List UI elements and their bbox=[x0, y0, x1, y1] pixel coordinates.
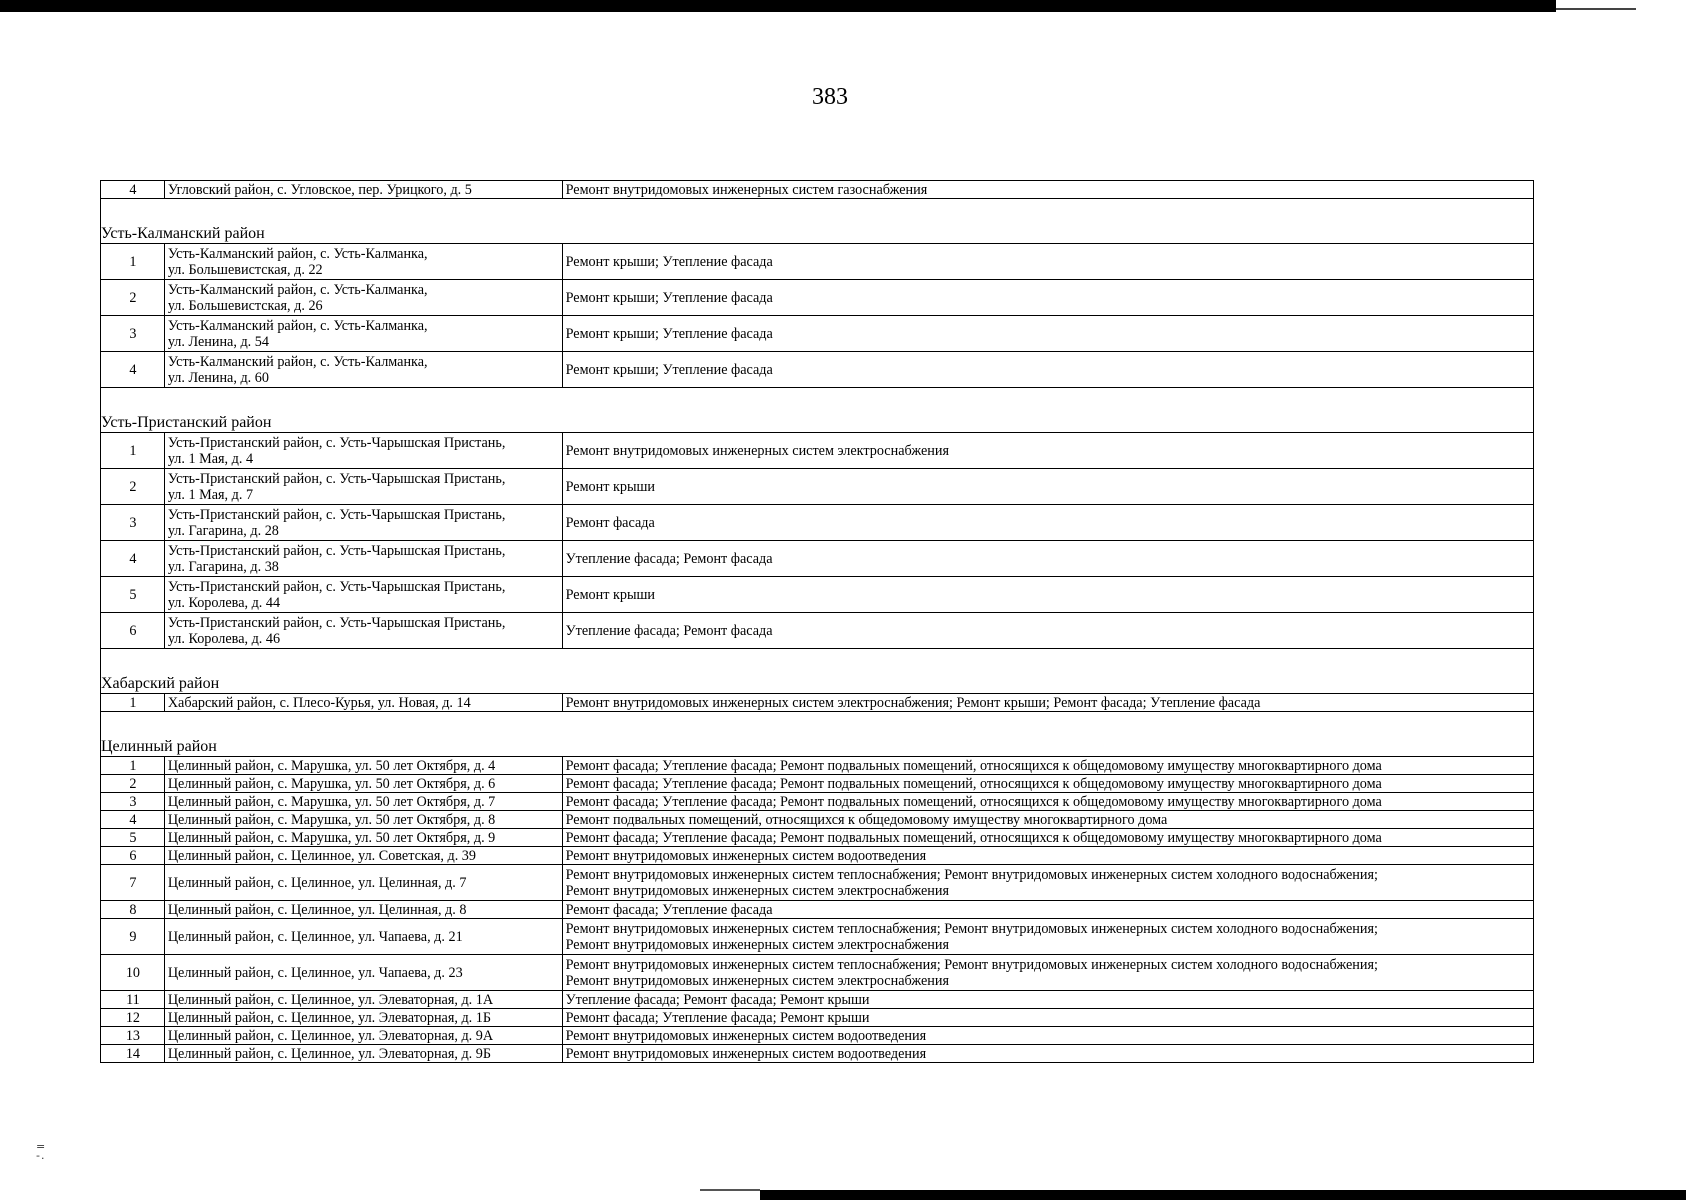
address-cell bbox=[164, 775, 562, 793]
address-cell bbox=[164, 901, 562, 919]
works-cell bbox=[562, 775, 1533, 793]
works-table-body bbox=[101, 181, 1534, 1063]
section-header-row bbox=[101, 199, 1534, 244]
works-line: Утепление фасада; Ремонт фасада bbox=[565, 550, 773, 567]
table-row bbox=[101, 847, 1534, 865]
works-line: Ремонт подвальных помещений, относящихся к общедомовому имуществу многоквартирного дома bbox=[565, 811, 1168, 828]
address-line: ул. Королева, д. 44 bbox=[167, 594, 281, 611]
address-line: ул. Ленина, д. 60 bbox=[167, 369, 269, 386]
works-line: Утепление фасада; Ремонт фасада; Ремонт крыши bbox=[565, 991, 870, 1008]
row-number: 4 bbox=[101, 541, 165, 577]
works-cell bbox=[562, 469, 1533, 505]
works-cell bbox=[562, 1045, 1533, 1063]
address-line: Усть-Пристанский район, с. Усть-Чарышская Пристань, bbox=[167, 506, 506, 523]
row-number: 11 bbox=[101, 991, 165, 1009]
table-row bbox=[101, 793, 1534, 811]
address-line: Усть-Калманский район, с. Усть-Калманка, bbox=[167, 281, 428, 298]
table-row bbox=[101, 1045, 1534, 1063]
table-row bbox=[101, 919, 1534, 955]
address-line: Целинный район, с. Целинное, ул. Целинная, д. 7 bbox=[167, 874, 467, 891]
table-row bbox=[101, 991, 1534, 1009]
works-line: Ремонт внутридомовых инженерных систем теплоснабжения; Ремонт внутридомовых инженерных систем холодного водоснабжения; bbox=[565, 920, 1378, 937]
address-cell bbox=[164, 352, 562, 388]
address-line: Целинный район, с. Целинное, ул. Целинная, д. 8 bbox=[167, 901, 467, 918]
address-line: Целинный район, с. Целинное, ул. Элеваторная, д. 9Б bbox=[167, 1045, 491, 1062]
address-cell bbox=[164, 1045, 562, 1063]
address-line: Усть-Пристанский район, с. Усть-Чарышская Пристань, bbox=[167, 542, 506, 559]
address-line: ул. Гагарина, д. 28 bbox=[167, 522, 279, 539]
address-line: Усть-Калманский район, с. Усть-Калманка, bbox=[167, 317, 428, 334]
works-line: Ремонт внутридомовых инженерных систем электроснабжения bbox=[565, 936, 949, 953]
address-line: ул. Ленина, д. 54 bbox=[167, 333, 269, 350]
works-cell bbox=[562, 1009, 1533, 1027]
address-line: Целинный район, с. Марушка, ул. 50 лет Октября, д. 4 bbox=[167, 757, 496, 774]
scan-edge-top bbox=[0, 0, 1556, 12]
works-line: Ремонт фасада; Утепление фасада; Ремонт подвальных помещений, относящихся к общедомовому имуществу многоквартирного дома bbox=[565, 829, 1382, 846]
address-line: Усть-Пристанский район, с. Усть-Чарышская Пристань, bbox=[167, 470, 506, 487]
section-title: Усть-Калманский район bbox=[101, 199, 1534, 244]
scan-specks: = -. bbox=[36, 1140, 47, 1162]
row-number: 4 bbox=[101, 352, 165, 388]
works-cell bbox=[562, 991, 1533, 1009]
table-row bbox=[101, 1027, 1534, 1045]
works-cell bbox=[562, 613, 1533, 649]
address-line: Усть-Пристанский район, с. Усть-Чарышская Пристань, bbox=[167, 614, 506, 631]
address-line: Угловский район, с. Угловское, пер. Урицкого, д. 5 bbox=[167, 181, 472, 198]
table-row bbox=[101, 181, 1534, 199]
row-number: 1 bbox=[101, 244, 165, 280]
table-row bbox=[101, 901, 1534, 919]
row-number: 7 bbox=[101, 865, 165, 901]
row-number: 2 bbox=[101, 280, 165, 316]
row-number: 6 bbox=[101, 613, 165, 649]
works-line: Ремонт крыши; Утепление фасада bbox=[565, 253, 773, 270]
address-line: Целинный район, с. Марушка, ул. 50 лет Октября, д. 7 bbox=[167, 793, 496, 810]
works-line: Ремонт фасада; Утепление фасада; Ремонт крыши bbox=[565, 1009, 870, 1026]
row-number: 10 bbox=[101, 955, 165, 991]
table-row bbox=[101, 541, 1534, 577]
table-row bbox=[101, 280, 1534, 316]
address-line: ул. Королева, д. 46 bbox=[167, 630, 281, 647]
works-line: Ремонт внутридомовых инженерных систем электроснабжения bbox=[565, 442, 949, 459]
address-cell bbox=[164, 316, 562, 352]
works-cell bbox=[562, 505, 1533, 541]
table-row bbox=[101, 505, 1534, 541]
scan-edge-top-fade bbox=[1556, 8, 1636, 10]
works-line: Ремонт внутридомовых инженерных систем электроснабжения bbox=[565, 882, 949, 899]
table-row bbox=[101, 613, 1534, 649]
works-line: Ремонт фасада; Утепление фасада; Ремонт подвальных помещений, относящихся к общедомовому имуществу многоквартирного дома bbox=[565, 793, 1382, 810]
address-cell bbox=[164, 793, 562, 811]
scan-edge-bottom-fade bbox=[700, 1189, 760, 1191]
address-cell bbox=[164, 1027, 562, 1045]
address-cell bbox=[164, 829, 562, 847]
row-number: 4 bbox=[101, 811, 165, 829]
section-title: Усть-Пристанский район bbox=[101, 388, 1534, 433]
section-title: Целинный район bbox=[101, 712, 1534, 757]
table-row bbox=[101, 829, 1534, 847]
address-line: Целинный район, с. Целинное, ул. Чапаева, д. 21 bbox=[167, 928, 463, 945]
works-cell bbox=[562, 955, 1533, 991]
works-cell bbox=[562, 919, 1533, 955]
section-header-row bbox=[101, 649, 1534, 694]
section-header-row bbox=[101, 712, 1534, 757]
table-row bbox=[101, 1009, 1534, 1027]
works-line: Ремонт фасада bbox=[565, 514, 655, 531]
scan-edge-bottom bbox=[760, 1190, 1686, 1200]
address-line: Целинный район, с. Марушка, ул. 50 лет Октября, д. 9 bbox=[167, 829, 496, 846]
row-number: 2 bbox=[101, 469, 165, 505]
address-cell bbox=[164, 865, 562, 901]
row-number: 2 bbox=[101, 775, 165, 793]
works-cell bbox=[562, 757, 1533, 775]
works-line: Ремонт крыши; Утепление фасада bbox=[565, 361, 773, 378]
address-line: ул. Гагарина, д. 38 bbox=[167, 558, 279, 575]
row-number: 1 bbox=[101, 694, 165, 712]
table-row bbox=[101, 352, 1534, 388]
works-line: Ремонт крыши; Утепление фасада bbox=[565, 325, 773, 342]
row-number: 3 bbox=[101, 793, 165, 811]
address-cell bbox=[164, 991, 562, 1009]
table-row bbox=[101, 244, 1534, 280]
address-cell bbox=[164, 541, 562, 577]
works-cell bbox=[562, 865, 1533, 901]
address-line: ул. Большевистская, д. 26 bbox=[167, 297, 323, 314]
works-cell bbox=[562, 433, 1533, 469]
works-cell bbox=[562, 244, 1533, 280]
address-line: ул. 1 Мая, д. 7 bbox=[167, 486, 254, 503]
works-cell bbox=[562, 1027, 1533, 1045]
address-cell bbox=[164, 919, 562, 955]
address-line: Целинный район, с. Целинное, ул. Элеваторная, д. 1Б bbox=[167, 1009, 491, 1026]
row-number: 3 bbox=[101, 505, 165, 541]
works-line: Ремонт фасада; Утепление фасада; Ремонт подвальных помещений, относящихся к общедомовому имуществу многоквартирного дома bbox=[565, 775, 1382, 792]
table-row bbox=[101, 811, 1534, 829]
address-line: ул. Большевистская, д. 22 bbox=[167, 261, 323, 278]
address-cell bbox=[164, 847, 562, 865]
table-row bbox=[101, 757, 1534, 775]
row-number: 14 bbox=[101, 1045, 165, 1063]
works-cell bbox=[562, 829, 1533, 847]
table-row bbox=[101, 694, 1534, 712]
row-number: 8 bbox=[101, 901, 165, 919]
address-cell bbox=[164, 694, 562, 712]
row-number: 4 bbox=[101, 181, 165, 199]
works-line: Ремонт фасада; Утепление фасада bbox=[565, 901, 773, 918]
works-line: Ремонт внутридомовых инженерных систем водоотведения bbox=[565, 847, 927, 864]
table-row bbox=[101, 955, 1534, 991]
page-number: 383 bbox=[812, 84, 848, 110]
table-row bbox=[101, 469, 1534, 505]
works-line: Ремонт крыши bbox=[565, 586, 656, 603]
row-number: 1 bbox=[101, 757, 165, 775]
address-cell bbox=[164, 1009, 562, 1027]
row-number: 9 bbox=[101, 919, 165, 955]
works-cell bbox=[562, 811, 1533, 829]
address-line: Усть-Пристанский район, с. Усть-Чарышская Пристань, bbox=[167, 578, 506, 595]
address-cell bbox=[164, 181, 562, 199]
works-cell bbox=[562, 541, 1533, 577]
address-cell bbox=[164, 505, 562, 541]
address-line: Целинный район, с. Целинное, ул. Чапаева, д. 23 bbox=[167, 964, 463, 981]
works-cell bbox=[562, 352, 1533, 388]
works-cell bbox=[562, 577, 1533, 613]
address-line: Целинный район, с. Целинное, ул. Элеваторная, д. 1А bbox=[167, 991, 494, 1008]
table-row bbox=[101, 577, 1534, 613]
works-cell bbox=[562, 901, 1533, 919]
address-cell bbox=[164, 811, 562, 829]
table-row bbox=[101, 433, 1534, 469]
works-cell bbox=[562, 181, 1533, 199]
works-cell bbox=[562, 847, 1533, 865]
address-line: Целинный район, с. Марушка, ул. 50 лет Октября, д. 8 bbox=[167, 811, 496, 828]
address-cell bbox=[164, 757, 562, 775]
works-line: Ремонт внутридомовых инженерных систем теплоснабжения; Ремонт внутридомовых инженерных систем холодного водоснабжения; bbox=[565, 866, 1378, 883]
row-number: 12 bbox=[101, 1009, 165, 1027]
row-number: 13 bbox=[101, 1027, 165, 1045]
address-line: Усть-Калманский район, с. Усть-Калманка, bbox=[167, 353, 428, 370]
section-header-row bbox=[101, 388, 1534, 433]
address-cell bbox=[164, 955, 562, 991]
works-line: Ремонт крыши; Утепление фасада bbox=[565, 289, 773, 306]
works-line: Утепление фасада; Ремонт фасада bbox=[565, 622, 773, 639]
address-line: Целинный район, с. Целинное, ул. Элеваторная, д. 9А bbox=[167, 1027, 494, 1044]
address-cell bbox=[164, 469, 562, 505]
row-number: 3 bbox=[101, 316, 165, 352]
section-title: Хабарский район bbox=[101, 649, 1534, 694]
address-line: Целинный район, с. Марушка, ул. 50 лет Октября, д. 6 bbox=[167, 775, 496, 792]
works-line: Ремонт фасада; Утепление фасада; Ремонт подвальных помещений, относящихся к общедомовому имуществу многоквартирного дома bbox=[565, 757, 1382, 774]
works-line: Ремонт внутридомовых инженерных систем водоотведения bbox=[565, 1027, 927, 1044]
address-cell bbox=[164, 244, 562, 280]
row-number: 5 bbox=[101, 577, 165, 613]
works-cell bbox=[562, 793, 1533, 811]
address-cell bbox=[164, 577, 562, 613]
address-cell bbox=[164, 280, 562, 316]
works-line: Ремонт внутридомовых инженерных систем газоснабжения bbox=[565, 181, 928, 198]
address-line: ул. 1 Мая, д. 4 bbox=[167, 450, 254, 467]
works-cell bbox=[562, 280, 1533, 316]
row-number: 6 bbox=[101, 847, 165, 865]
table-row bbox=[101, 775, 1534, 793]
address-line: Хабарский район, с. Плесо-Курья, ул. Новая, д. 14 bbox=[167, 694, 471, 711]
address-line: Усть-Пристанский район, с. Усть-Чарышская Пристань, bbox=[167, 434, 506, 451]
works-table bbox=[100, 180, 1534, 1063]
address-line: Усть-Калманский район, с. Усть-Калманка, bbox=[167, 245, 428, 262]
works-line: Ремонт крыши bbox=[565, 478, 656, 495]
table-row bbox=[101, 316, 1534, 352]
row-number: 1 bbox=[101, 433, 165, 469]
works-cell bbox=[562, 316, 1533, 352]
address-cell bbox=[164, 613, 562, 649]
works-line: Ремонт внутридомовых инженерных систем водоотведения bbox=[565, 1045, 927, 1062]
works-line: Ремонт внутридомовых инженерных систем электроснабжения bbox=[565, 972, 949, 989]
address-line: Целинный район, с. Целинное, ул. Советская, д. 39 bbox=[167, 847, 476, 864]
works-cell bbox=[562, 694, 1533, 712]
row-number: 5 bbox=[101, 829, 165, 847]
address-cell bbox=[164, 433, 562, 469]
works-line: Ремонт внутридомовых инженерных систем электроснабжения; Ремонт крыши; Ремонт фасада; Утепление фасада bbox=[565, 694, 1261, 711]
works-line: Ремонт внутридомовых инженерных систем теплоснабжения; Ремонт внутридомовых инженерных систем холодного водоснабжения; bbox=[565, 956, 1378, 973]
table-row bbox=[101, 865, 1534, 901]
